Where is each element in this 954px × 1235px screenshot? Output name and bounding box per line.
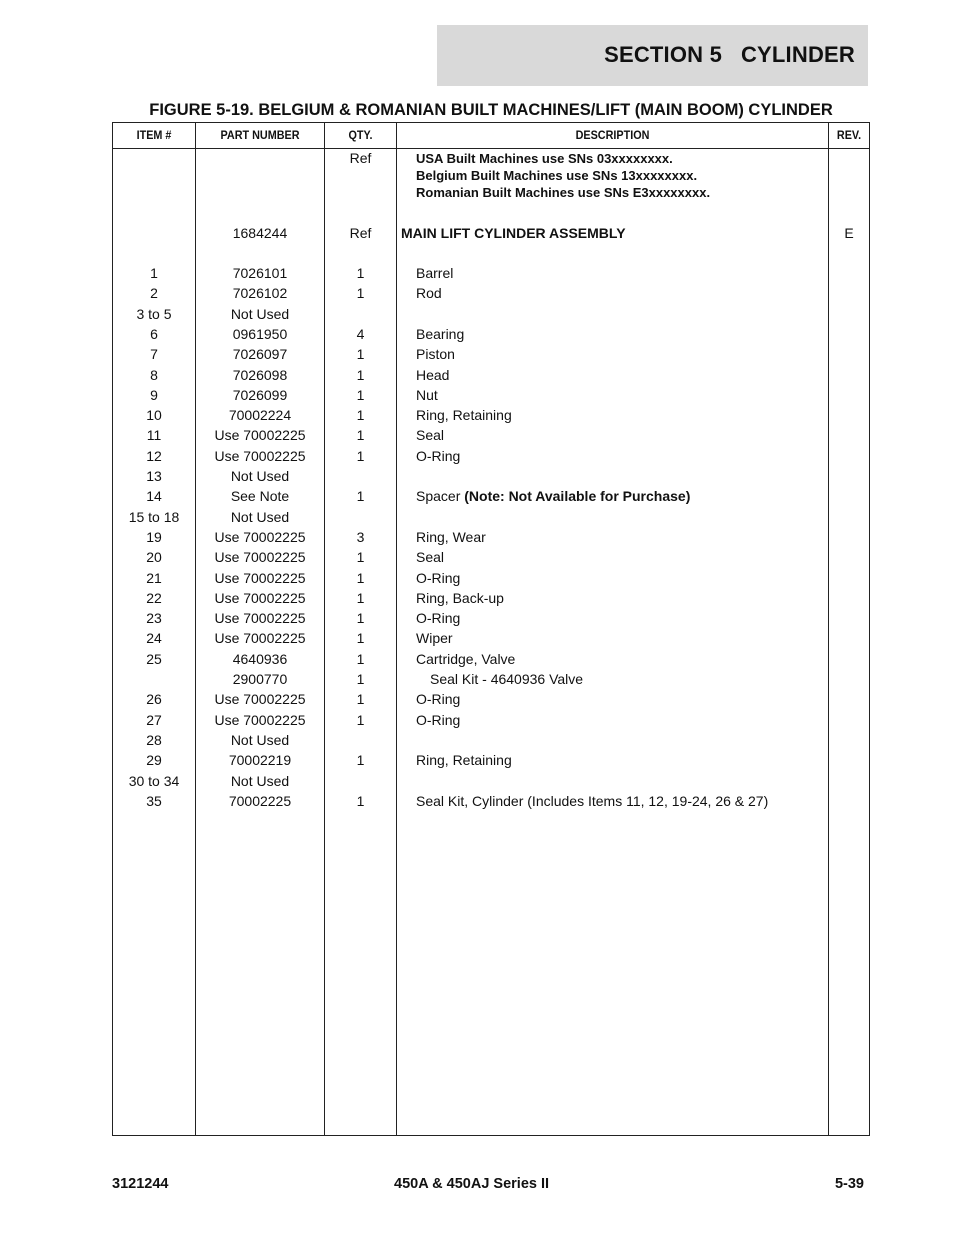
- table-row: [113, 669, 869, 689]
- table-row: [113, 588, 869, 608]
- parts-table: [112, 122, 870, 1136]
- part-number: Not Used: [230, 468, 290, 484]
- table-row: [113, 649, 869, 669]
- description: [416, 608, 828, 628]
- description-text: O-Ring: [416, 610, 461, 627]
- part-number: Use 70002225: [214, 610, 306, 627]
- quantity: 4: [356, 325, 365, 342]
- item-number: 14: [146, 488, 162, 505]
- quantity: 1: [356, 589, 365, 606]
- quantity: 1: [356, 752, 365, 769]
- description-text: Ring, Back-up: [416, 589, 504, 606]
- description-text: Spacer: [416, 488, 461, 505]
- description: [416, 547, 828, 567]
- quantity: 1: [356, 427, 365, 444]
- note-qty: Ref: [349, 150, 372, 166]
- description-text: Bearing: [416, 325, 465, 342]
- description: [416, 425, 828, 445]
- part-number: Use 70002225: [214, 691, 306, 708]
- item-number: 8: [150, 366, 158, 383]
- table-row: [113, 283, 869, 303]
- item-number: 22: [146, 589, 162, 606]
- description: [416, 446, 828, 466]
- serial-number-note: [416, 150, 710, 201]
- part-number: 4640936: [232, 650, 288, 667]
- description: [416, 405, 828, 425]
- note-line: Belgium Built Machines use SNs 13xxxxxxxx.: [416, 168, 698, 183]
- item-number: 2: [150, 285, 158, 302]
- header-divider: [113, 148, 869, 149]
- item-number: 25: [146, 650, 162, 667]
- part-number: Not Used: [230, 772, 290, 789]
- description-text: O-Ring: [416, 569, 461, 586]
- quantity: 1: [356, 407, 365, 424]
- part-number: 7026099: [232, 386, 288, 403]
- description-text: Wiper: [416, 630, 453, 647]
- description-text: Head: [416, 366, 450, 383]
- table-row: [113, 710, 869, 730]
- header-rev: REV.: [836, 128, 862, 142]
- description: [416, 263, 828, 283]
- quantity: 1: [356, 386, 365, 403]
- part-number: Use 70002225: [214, 569, 306, 586]
- part-number: 0961950: [232, 325, 288, 342]
- quantity: 1: [356, 285, 365, 302]
- figure-title: FIGURE 5-19. BELGIUM & ROMANIAN BUILT MACHINES/LIFT (MAIN BOOM) CYLINDER: [149, 101, 833, 119]
- description-text: Barrel: [416, 265, 454, 281]
- quantity: 1: [356, 346, 365, 363]
- item-number: 27: [146, 711, 162, 728]
- table-row: [113, 771, 869, 791]
- table-row: [113, 750, 869, 770]
- table-row: [113, 466, 869, 486]
- quantity: 1: [356, 265, 365, 281]
- description: [416, 628, 828, 648]
- part-number: 70002225: [228, 792, 292, 809]
- description: [416, 283, 828, 303]
- description-text: Ring, Retaining: [416, 752, 512, 769]
- table-row: [113, 405, 869, 425]
- part-number: Use 70002225: [214, 528, 306, 545]
- item-number: 9: [150, 386, 158, 403]
- header-description: DESCRIPTION: [575, 128, 650, 142]
- table-row: [113, 263, 869, 283]
- item-number: 23: [146, 610, 162, 627]
- footer-model: 450A & 450AJ Series II: [394, 1176, 550, 1192]
- footer-doc-number: 3121244: [112, 1176, 169, 1192]
- item-number: 1: [150, 265, 158, 281]
- description-text: O-Ring: [416, 691, 461, 708]
- part-number: 7026098: [232, 366, 288, 383]
- description: [416, 324, 828, 344]
- part-number: 70002224: [228, 407, 292, 424]
- quantity: 1: [356, 650, 365, 667]
- note-line: USA Built Machines use SNs 03xxxxxxxx.: [416, 151, 673, 166]
- quantity: 1: [356, 711, 365, 728]
- table-row: [113, 324, 869, 344]
- table-row: [113, 304, 869, 324]
- quantity: 1: [356, 549, 365, 566]
- part-number: Not Used: [230, 305, 290, 322]
- header-item: ITEM #: [136, 128, 172, 142]
- quantity: 1: [356, 671, 365, 687]
- quantity: Ref: [349, 225, 372, 241]
- table-row: [113, 365, 869, 385]
- description-text: Seal: [416, 549, 445, 566]
- description: [416, 385, 828, 405]
- part-number: Use 70002225: [214, 549, 306, 566]
- description: [416, 527, 828, 547]
- table-row: [113, 791, 869, 811]
- item-number: 7: [150, 346, 158, 363]
- quantity: 1: [356, 610, 365, 627]
- header-qty: QTY.: [348, 128, 373, 142]
- description-text: Seal Kit - 4640936 Valve: [430, 671, 584, 687]
- description: [416, 710, 828, 730]
- item-number: 29: [146, 752, 162, 769]
- item-number: 20: [146, 549, 162, 566]
- part-number: 7026101: [232, 265, 288, 281]
- table-row: [113, 486, 869, 506]
- quantity: 3: [356, 528, 365, 545]
- table-row: [113, 568, 869, 588]
- item-number: 28: [146, 731, 162, 748]
- section-title: SECTION 5 CYLINDER: [604, 42, 855, 67]
- part-number: Not Used: [230, 508, 290, 525]
- part-number: 7026102: [232, 285, 288, 302]
- description-text: Seal: [416, 427, 445, 444]
- part-number: 70002219: [228, 752, 292, 769]
- part-number: 2900770: [232, 671, 288, 687]
- header-part-number: PART NUMBER: [220, 128, 300, 142]
- description: [401, 223, 813, 243]
- item-number: 30 to 34: [128, 772, 180, 789]
- description-text: Ring, Wear: [416, 528, 486, 545]
- part-number: Not Used: [230, 731, 290, 748]
- description: [416, 486, 828, 506]
- footer-page-number: 5-39: [834, 1176, 864, 1192]
- quantity: 1: [356, 792, 365, 809]
- item-number: 11: [146, 427, 162, 444]
- part-number: Use 70002225: [214, 447, 306, 464]
- table-row: [113, 507, 869, 527]
- description: [416, 750, 828, 770]
- description-text: MAIN LIFT CYLINDER ASSEMBLY: [401, 225, 626, 241]
- part-number: Use 70002225: [214, 630, 306, 647]
- quantity: 1: [356, 447, 365, 464]
- item-number: 21: [146, 569, 162, 586]
- table-row: [113, 730, 869, 750]
- item-number: 6: [150, 325, 158, 342]
- description-text: Piston: [416, 346, 455, 363]
- description: [430, 669, 842, 689]
- part-number: Use 70002225: [214, 711, 306, 728]
- table-row: [113, 425, 869, 445]
- note-line: Romanian Built Machines use SNs E3xxxxxxxx.: [416, 185, 711, 200]
- quantity: 1: [356, 366, 365, 383]
- description: [416, 568, 828, 588]
- description-text: Cartridge, Valve: [416, 650, 516, 667]
- description-text: O-Ring: [416, 711, 461, 728]
- table-row: [113, 689, 869, 709]
- item-number: 12: [146, 447, 162, 464]
- quantity: 1: [356, 488, 365, 505]
- table-row: [113, 527, 869, 547]
- part-number: See Note: [230, 488, 290, 505]
- description-text: Ring, Retaining: [416, 407, 512, 424]
- item-number: 3 to 5: [136, 305, 172, 322]
- description-text: O-Ring: [416, 447, 461, 464]
- item-number: 24: [146, 630, 162, 647]
- table-row: [113, 223, 869, 243]
- description-text: Rod: [416, 285, 442, 302]
- table-row: [113, 547, 869, 567]
- table-row: [113, 628, 869, 648]
- description-text: Seal Kit, Cylinder (Includes Items 11, 12, 19-24, 26 & 27): [416, 792, 769, 809]
- description: [416, 344, 828, 364]
- revision: E: [844, 225, 854, 241]
- description: [416, 365, 828, 385]
- description-note: (Note: Not Available for Purchase): [464, 488, 691, 505]
- description-text: Nut: [416, 386, 438, 403]
- item-number: 10: [146, 407, 162, 424]
- table-row: [113, 385, 869, 405]
- section-header: [437, 25, 868, 86]
- item-number: 26: [146, 691, 162, 708]
- quantity: 1: [356, 691, 365, 708]
- part-number: 7026097: [232, 346, 288, 363]
- table-row: [113, 344, 869, 364]
- part-number: Use 70002225: [214, 427, 306, 444]
- description: [416, 649, 828, 669]
- table-row: [113, 608, 869, 628]
- part-number: Use 70002225: [214, 589, 306, 606]
- part-number: 1684244: [232, 225, 288, 241]
- description: [416, 791, 828, 811]
- item-number: 13: [146, 468, 162, 484]
- quantity: 1: [356, 569, 365, 586]
- item-number: 35: [146, 792, 162, 809]
- item-number: 19: [146, 528, 162, 545]
- description: [416, 588, 828, 608]
- quantity: 1: [356, 630, 365, 647]
- table-row: [113, 446, 869, 466]
- item-number: 15 to 18: [128, 508, 180, 525]
- description: [416, 689, 828, 709]
